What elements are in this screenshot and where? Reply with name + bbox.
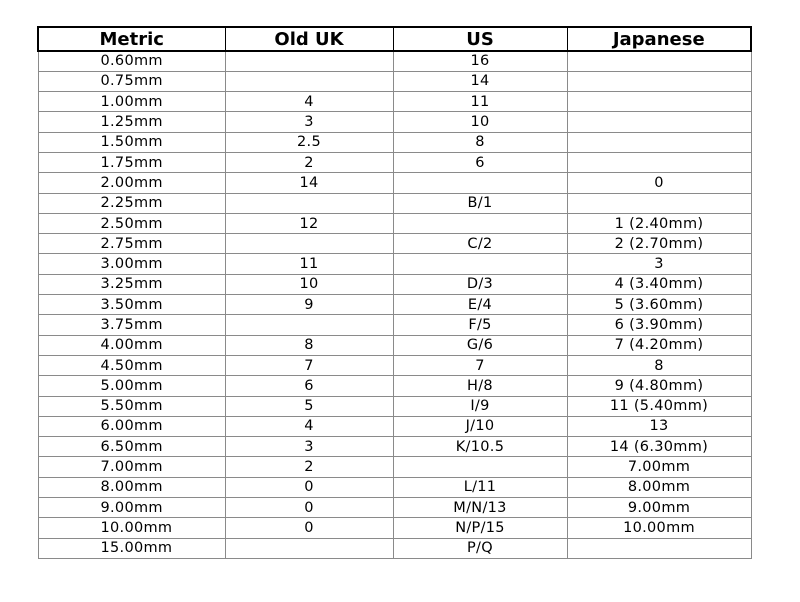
table-row xyxy=(38,51,751,71)
old-uk-cell: 9 xyxy=(225,295,393,315)
old-uk-cell: 6 xyxy=(225,376,393,396)
japanese-cell: 10.00mm xyxy=(567,518,751,538)
table-row xyxy=(38,112,751,132)
japanese-cell: 6 (3.90mm) xyxy=(567,315,751,335)
metric-cell: 1.50mm xyxy=(38,132,225,152)
table-row xyxy=(38,92,751,112)
japanese-cell xyxy=(567,538,751,558)
us-cell: N/P/15 xyxy=(393,518,567,538)
old-uk-cell: 2 xyxy=(225,152,393,172)
japanese-cell xyxy=(567,132,751,152)
table-row xyxy=(38,213,751,233)
japanese-cell: 11 (5.40mm) xyxy=(567,396,751,416)
metric-cell: 1.00mm xyxy=(38,92,225,112)
metric-cell: 5.00mm xyxy=(38,376,225,396)
old-uk-cell: 0 xyxy=(225,498,393,518)
japanese-cell: 3 xyxy=(567,254,751,274)
japanese-cell: 13 xyxy=(567,416,751,436)
japanese-cell xyxy=(567,51,751,71)
us-cell: P/Q xyxy=(393,538,567,558)
table-row xyxy=(38,477,751,497)
table-row xyxy=(38,437,751,457)
us-cell: 14 xyxy=(393,71,567,91)
old-uk-cell: 10 xyxy=(225,274,393,294)
japanese-cell: 2 (2.70mm) xyxy=(567,234,751,254)
japanese-cell: 8.00mm xyxy=(567,477,751,497)
japanese-cell xyxy=(567,112,751,132)
old-uk-cell: 11 xyxy=(225,254,393,274)
metric-cell: 2.25mm xyxy=(38,193,225,213)
us-cell xyxy=(393,213,567,233)
us-cell xyxy=(393,254,567,274)
metric-cell: 1.25mm xyxy=(38,112,225,132)
old-uk-cell: 0 xyxy=(225,477,393,497)
metric-cell: 9.00mm xyxy=(38,498,225,518)
old-uk-cell xyxy=(225,315,393,335)
us-cell: D/3 xyxy=(393,274,567,294)
old-uk-cell: 3 xyxy=(225,112,393,132)
old-uk-cell: 5 xyxy=(225,396,393,416)
japanese-cell: 7.00mm xyxy=(567,457,751,477)
japanese-cell xyxy=(567,92,751,112)
japanese-cell xyxy=(567,193,751,213)
metric-cell: 6.00mm xyxy=(38,416,225,436)
header-old-uk: Old UK xyxy=(225,27,393,51)
us-cell: 7 xyxy=(393,355,567,375)
table-row xyxy=(38,132,751,152)
japanese-cell xyxy=(567,71,751,91)
old-uk-cell: 0 xyxy=(225,518,393,538)
table-row xyxy=(38,376,751,396)
metric-cell: 3.75mm xyxy=(38,315,225,335)
us-cell: 10 xyxy=(393,112,567,132)
old-uk-cell: 4 xyxy=(225,416,393,436)
us-cell: M/N/13 xyxy=(393,498,567,518)
old-uk-cell xyxy=(225,234,393,254)
japanese-cell: 7 (4.20mm) xyxy=(567,335,751,355)
japanese-cell: 4 (3.40mm) xyxy=(567,274,751,294)
old-uk-cell: 14 xyxy=(225,173,393,193)
old-uk-cell: 3 xyxy=(225,437,393,457)
metric-cell: 1.75mm xyxy=(38,152,225,172)
us-cell: 11 xyxy=(393,92,567,112)
metric-cell: 6.50mm xyxy=(38,437,225,457)
japanese-cell: 5 (3.60mm) xyxy=(567,295,751,315)
table-row xyxy=(38,193,751,213)
old-uk-cell xyxy=(225,538,393,558)
metric-cell: 4.50mm xyxy=(38,355,225,375)
old-uk-cell: 12 xyxy=(225,213,393,233)
table-body xyxy=(38,51,751,558)
old-uk-cell: 2 xyxy=(225,457,393,477)
us-cell: L/11 xyxy=(393,477,567,497)
us-cell: I/9 xyxy=(393,396,567,416)
metric-cell: 5.50mm xyxy=(38,396,225,416)
old-uk-cell xyxy=(225,51,393,71)
us-cell: 16 xyxy=(393,51,567,71)
metric-cell: 0.75mm xyxy=(38,71,225,91)
japanese-cell xyxy=(567,152,751,172)
table-row xyxy=(38,274,751,294)
us-cell: 6 xyxy=(393,152,567,172)
us-cell: F/5 xyxy=(393,315,567,335)
japanese-cell: 1 (2.40mm) xyxy=(567,213,751,233)
header-metric: Metric xyxy=(38,27,225,51)
metric-cell: 15.00mm xyxy=(38,538,225,558)
needle-size-conversion-table xyxy=(37,26,752,559)
header-row xyxy=(38,27,751,51)
us-cell xyxy=(393,173,567,193)
us-cell: J/10 xyxy=(393,416,567,436)
japanese-cell: 14 (6.30mm) xyxy=(567,437,751,457)
header-us: US xyxy=(393,27,567,51)
old-uk-cell: 4 xyxy=(225,92,393,112)
table-header xyxy=(38,27,751,51)
us-cell: E/4 xyxy=(393,295,567,315)
table-row xyxy=(38,396,751,416)
old-uk-cell xyxy=(225,71,393,91)
metric-cell: 2.50mm xyxy=(38,213,225,233)
table-row xyxy=(38,315,751,335)
us-cell: B/1 xyxy=(393,193,567,213)
japanese-cell: 8 xyxy=(567,355,751,375)
us-cell: 8 xyxy=(393,132,567,152)
table-row xyxy=(38,295,751,315)
table-row xyxy=(38,416,751,436)
old-uk-cell xyxy=(225,193,393,213)
us-cell: C/2 xyxy=(393,234,567,254)
us-cell: K/10.5 xyxy=(393,437,567,457)
table-row xyxy=(38,498,751,518)
table-row xyxy=(38,234,751,254)
table-row xyxy=(38,335,751,355)
metric-cell: 2.00mm xyxy=(38,173,225,193)
metric-cell: 2.75mm xyxy=(38,234,225,254)
table-row xyxy=(38,538,751,558)
metric-cell: 4.00mm xyxy=(38,335,225,355)
us-cell: H/8 xyxy=(393,376,567,396)
table-row xyxy=(38,355,751,375)
metric-cell: 3.50mm xyxy=(38,295,225,315)
japanese-cell: 9 (4.80mm) xyxy=(567,376,751,396)
metric-cell: 3.00mm xyxy=(38,254,225,274)
table-row xyxy=(38,173,751,193)
metric-cell: 8.00mm xyxy=(38,477,225,497)
table-row xyxy=(38,457,751,477)
metric-cell: 7.00mm xyxy=(38,457,225,477)
japanese-cell: 0 xyxy=(567,173,751,193)
table-row xyxy=(38,152,751,172)
old-uk-cell: 8 xyxy=(225,335,393,355)
metric-cell: 10.00mm xyxy=(38,518,225,538)
table-row xyxy=(38,254,751,274)
japanese-cell: 9.00mm xyxy=(567,498,751,518)
old-uk-cell: 2.5 xyxy=(225,132,393,152)
us-cell: G/6 xyxy=(393,335,567,355)
us-cell xyxy=(393,457,567,477)
metric-cell: 3.25mm xyxy=(38,274,225,294)
header-japanese: Japanese xyxy=(567,27,751,51)
table-row xyxy=(38,518,751,538)
old-uk-cell: 7 xyxy=(225,355,393,375)
table-row xyxy=(38,71,751,91)
metric-cell: 0.60mm xyxy=(38,51,225,71)
